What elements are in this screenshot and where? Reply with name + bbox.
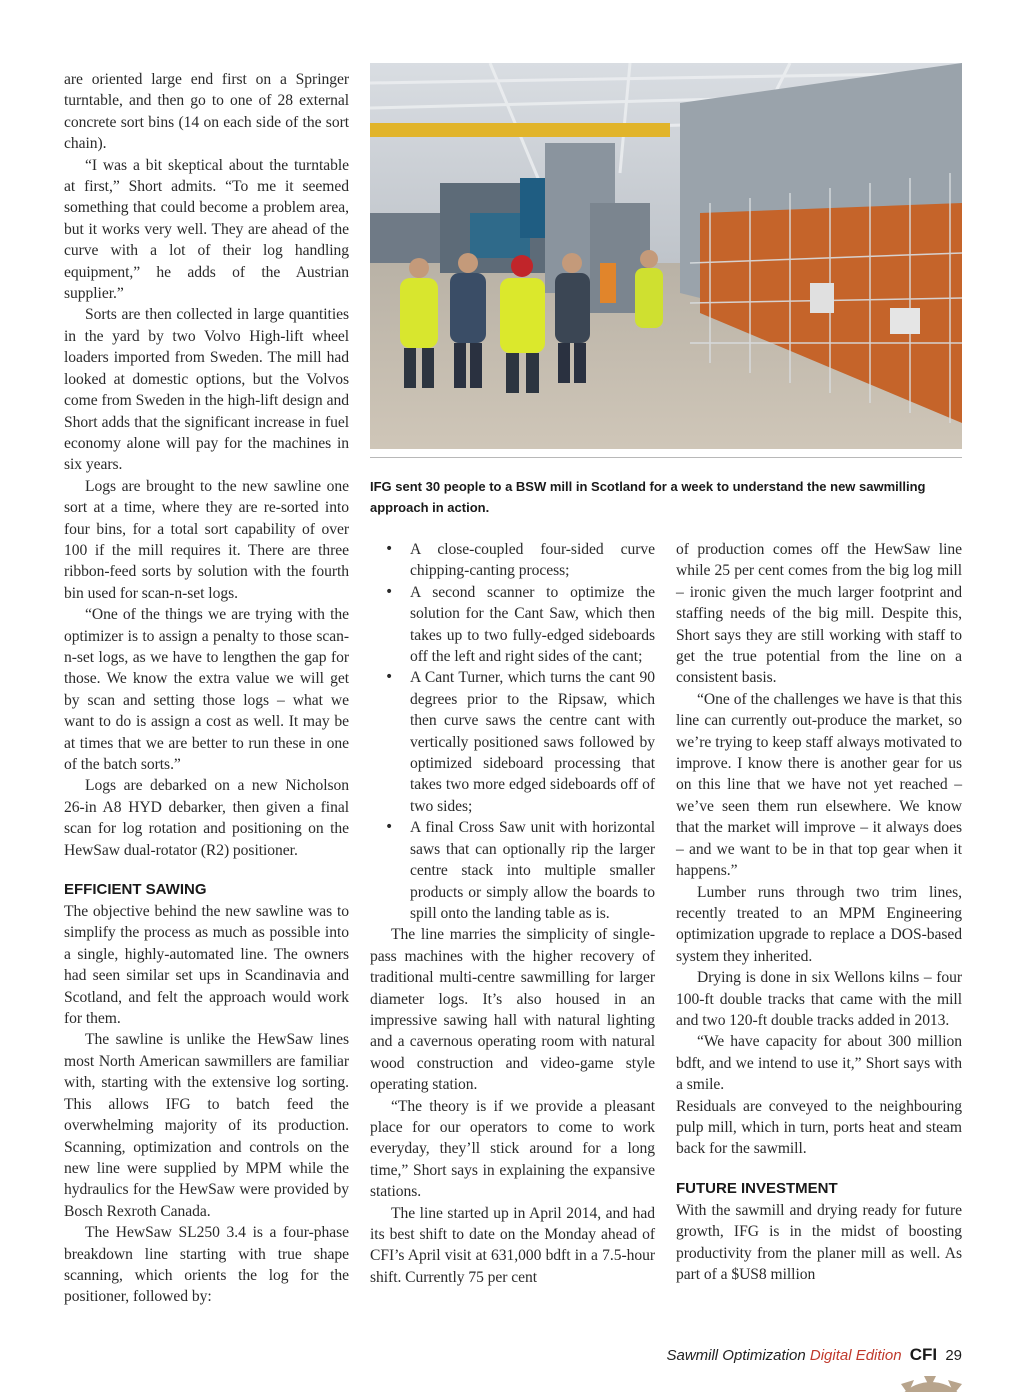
paragraph: With the sawmill and drying ready for future growth, IFG is in the midst of boosting productivity from the planer mill as well. As part of a $US8 million [676,1201,962,1283]
edition-label: Digital Edition [809,1347,902,1364]
bullet-marker: • [385,819,394,836]
sawblade-icon [876,1362,986,1392]
section-heading-future-investment: FUTURE INVESTMENT [676,1179,838,1197]
paragraph: Sorts are then collected in large quantities in the yard by two Volvo High-lift wheel loaders imported from Sweden. The mill had looked at domestic options, but the Volvos come from Sweden in the high-lift design and Short adds that the significant increase in fuel economy alone will pay for the machines in six years. [64,306,349,474]
paragraph: The sawline is unlike the HewSaw lines most North American sawmillers are familiar with, starting with the extensive log sorting. This allows IFG to batch feed the overwhelming majority of its production. Scanning, optimization and controls on the new line were supplied by MPM while the hydraulics for the HewSaw were provided by Bosch Rexroth Canada. [64,1031,349,1220]
paragraph: The line marries the simplicity of single-pass machines with the higher recovery of traditional multi-centre sawmilling for larger diameter logs. It’s also housed in an impressive sawing hall with natural lighting and a cavernous operating room with natural wood construction and video-game style operating station. [370,926,655,1094]
column-1 [64,69,349,1308]
section-heading-efficient-sawing: EFFICIENT SAWING [64,881,207,899]
list-item: • A close-coupled four-sided curve chipping-canting process; [385,541,655,580]
publication-title: Sawmill Optimization [666,1347,806,1364]
paragraph: “We have capacity for about 300 million bdft, and we intend to use it,” Short says with a smile. [676,1033,962,1094]
paragraph: are oriented large end first on a Springer turntable, and then go to one of 28 external concrete sort bins (14 on each side of the sort chain). [64,71,349,153]
paragraph: of production comes off the HewSaw line while 25 per cent comes from the big log mill – ironic given the much larger footprint and staffing needs of the big mill. Despite this, Short says they are still working with staff to get the true potential from the line on a consistent basis. [676,541,962,687]
bullet-marker: • [385,541,394,557]
paragraph: The line started up in April 2014, and had its best shift to date on the Monday ahead of CFI’s April visit at 631,000 bdft in a 7.5-hour shift. Currently 75 per cent [370,1204,655,1286]
sawmill-photo-illustration [370,63,962,449]
list-item: • A second scanner to optimize the solution for the Cant Saw, which then takes up to two fully-edged sideboards off the left and right sides of the cant; [385,583,655,666]
bullet-marker: • [385,583,394,600]
cfi-logo: CFI [909,1345,938,1364]
paragraph: “The theory is if we provide a pleasant place for our operators to come to work everyday, they’ll stick around for a long time,” Short says in explaining the expansive stations. [370,1097,655,1201]
paragraph: The HewSaw SL250 3.4 is a four-phase breakdown line starting with true shape scanning, which orients the log for the positioner, followed by: [64,1224,349,1306]
article-photo [370,63,962,449]
paragraph: The objective behind the new sawline was to simplify the process as much as possible into a single, highly-automated line. The owners had seen similar set ups in Scandinavia and Scotland, and felt the approach would work for them. [64,903,349,1028]
paragraph: Residuals are conveyed to the neighbouring pulp mill, which in turn, ports heat and steam back for the sawmill. [676,1097,962,1158]
photo-caption: IFG sent 30 people to a BSW mill in Scotland for a week to understand the new sawmilling approach in action. [370,479,926,515]
caption-divider [370,457,962,458]
paragraph: Logs are brought to the new sawline one sort at a time, where they are re-sorted into four bins, for a total sort capability of over 100 if the mill requires it. There are three ribbon-feed sorts by solution with the fourth bin used for scan-n-set logs. [64,477,349,602]
paragraph: “I was a bit skeptical about the turntable at first,” Short admits. “To me it seemed something that could become a problem area, but it works very well. They are ahead of the curve with a lot of their log handling equipment,” he adds of the Austrian supplier.” [64,156,349,303]
bullet-marker: • [385,669,394,686]
page-number: 29 [945,1347,962,1364]
paragraph: “One of the challenges we have is that this line can currently out-produce the market, so we’re trying to keep staff always motivated to improve. I know there is another gear for us on this line that we have not yet reached – we’ve seen them run elsewhere. We know that the market will improve – it always does – and we want to be in that top gear when it happens.” [676,690,962,880]
list-item: • A final Cross Saw unit with horizontal saws that can optionally rip the larger centre stack into multiple smaller products or simply allow the boards to spill onto the landing table as is. [385,819,655,922]
paragraph: Lumber runs through two trim lines, recently treated to an MPM Engineering optimization upgrade to replace a DOS-based system they inherited. [676,883,962,965]
column-3 [676,539,962,1285]
column-2 [370,539,655,1288]
list-item: • A Cant Turner, which turns the cant 90 degrees prior to the Ripsaw, which then curve saws the centre cant with vertically positioned saws followed by optimized sideboard processing that takes two more edged sideboards off of two sides; [385,669,655,815]
process-bullet-list [370,539,655,924]
paragraph: “One of the things we are trying with the optimizer is to assign a penalty to those scan-n-set logs, as we have to lengthen the gap for those. We know the extra value we will get by scan and setting those logs – what we want to do is assign a cost as well. It may be at times that we are better to run these in one of the batch sorts.” [64,606,349,773]
paragraph: Logs are debarked on a new Nicholson 26-in A8 HYD debarker, then given a final scan for log rotation and positioning on the HewSaw dual-rotator (R2) positioner. [64,777,349,859]
paragraph: Drying is done in six Wellons kilns – four 100-ft double tracks that came with the mill and two 120-ft double tracks added in 2013. [676,969,962,1029]
